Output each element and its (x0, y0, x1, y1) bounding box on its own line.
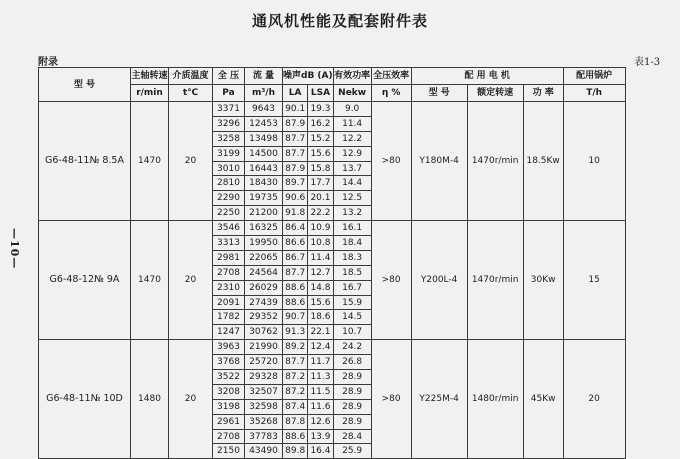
table-row (39, 340, 626, 355)
boiler-cell: 10 (563, 102, 625, 221)
la-cell: 86.4 (283, 221, 308, 236)
motor-power-cell: 18.5Kw (523, 102, 563, 221)
lsa-cell: 20.1 (308, 191, 333, 206)
la-cell: 88.6 (283, 295, 308, 310)
appendix-label: 附录 (38, 57, 58, 68)
pressure-cell: 3258 (213, 131, 245, 146)
power-cell: 9.0 (333, 102, 371, 117)
la-cell: 87.7 (283, 265, 308, 280)
flow-cell: 32507 (245, 384, 283, 399)
pressure-cell: 2250 (213, 206, 245, 221)
la-cell: 91.3 (283, 325, 308, 340)
power-cell: 28.9 (333, 399, 371, 414)
flow-cell: 12453 (245, 116, 283, 131)
lsa-cell: 17.7 (308, 176, 333, 191)
efficiency-cell: >80 (371, 102, 411, 221)
flow-cell: 16443 (245, 161, 283, 176)
motor-speed-cell: 1470r/min (467, 102, 523, 221)
fan-model-cell: G6-48-12№ 9A (39, 221, 131, 340)
pressure-cell: 3198 (213, 399, 245, 414)
la-cell: 87.2 (283, 370, 308, 385)
motor-speed-cell: 1480r/min (467, 340, 523, 459)
lsa-cell: 15.6 (308, 295, 333, 310)
la-cell: 91.8 (283, 206, 308, 221)
header-lsa: LSA (308, 85, 333, 102)
lsa-cell: 11.3 (308, 370, 333, 385)
table-row (39, 221, 626, 236)
lsa-cell: 11.4 (308, 250, 333, 265)
table-body (39, 102, 626, 459)
lsa-cell: 18.6 (308, 310, 333, 325)
lsa-cell: 12.6 (308, 414, 333, 429)
lsa-cell: 14.8 (308, 280, 333, 295)
lsa-cell: 11.7 (308, 355, 333, 370)
page-title: 通风机性能及配套附件表 (251, 12, 428, 30)
header-power-unit: Nekw (333, 85, 371, 102)
flow-cell: 13498 (245, 131, 283, 146)
motor-power-cell: 45Kw (523, 340, 563, 459)
power-cell: 18.5 (333, 265, 371, 280)
pressure-cell: 3546 (213, 221, 245, 236)
power-cell: 25.9 (333, 444, 371, 459)
header-speed-unit: r/min (131, 85, 169, 102)
pressure-cell: 1782 (213, 310, 245, 325)
la-cell: 87.4 (283, 399, 308, 414)
power-cell: 12.5 (333, 191, 371, 206)
flow-cell: 19735 (245, 191, 283, 206)
pressure-cell: 2961 (213, 414, 245, 429)
header-la: LA (283, 85, 308, 102)
header-motor: 配 用 电 机 (411, 68, 563, 85)
pressure-cell: 3199 (213, 146, 245, 161)
la-cell: 89.8 (283, 444, 308, 459)
la-cell: 86.7 (283, 250, 308, 265)
flow-cell: 9643 (245, 102, 283, 117)
power-cell: 12.9 (333, 146, 371, 161)
pressure-cell: 3768 (213, 355, 245, 370)
header-pressure: 全 压 (213, 68, 245, 85)
efficiency-cell: >80 (371, 340, 411, 459)
pressure-cell: 2708 (213, 429, 245, 444)
motor-model-cell: Y200L-4 (411, 221, 467, 340)
la-cell: 87.9 (283, 161, 308, 176)
lsa-cell: 22.1 (308, 325, 333, 340)
power-cell: 11.4 (333, 116, 371, 131)
header-power: 有效功率 (333, 68, 371, 85)
la-cell: 86.6 (283, 236, 308, 251)
lsa-cell: 13.9 (308, 429, 333, 444)
boiler-cell: 20 (563, 340, 625, 459)
la-cell: 89.7 (283, 176, 308, 191)
pressure-cell: 3371 (213, 102, 245, 117)
flow-cell: 21200 (245, 206, 283, 221)
pressure-cell: 3208 (213, 384, 245, 399)
power-cell: 12.2 (333, 131, 371, 146)
header-model: 型 号 (39, 68, 131, 102)
power-cell: 14.5 (333, 310, 371, 325)
power-cell: 13.7 (333, 161, 371, 176)
header-flow: 流 量 (245, 68, 283, 85)
lsa-cell: 22.2 (308, 206, 333, 221)
fan-model-cell: G6-48-11№ 8.5A (39, 102, 131, 221)
lsa-cell: 12.4 (308, 340, 333, 355)
power-cell: 28.9 (333, 414, 371, 429)
power-cell: 28.4 (333, 429, 371, 444)
la-cell: 87.2 (283, 384, 308, 399)
pressure-cell: 2708 (213, 265, 245, 280)
header-temp-unit: t℃ (169, 85, 213, 102)
flow-cell: 27439 (245, 295, 283, 310)
power-cell: 18.3 (333, 250, 371, 265)
pressure-cell: 3010 (213, 161, 245, 176)
header-motor-power: 功 率 (523, 85, 563, 102)
flow-cell: 29328 (245, 370, 283, 385)
lsa-cell: 19.3 (308, 102, 333, 117)
lsa-cell: 12.7 (308, 265, 333, 280)
power-cell: 10.7 (333, 325, 371, 340)
lsa-cell: 15.2 (308, 131, 333, 146)
flow-cell: 37783 (245, 429, 283, 444)
power-cell: 13.2 (333, 206, 371, 221)
la-cell: 87.7 (283, 355, 308, 370)
pressure-cell: 2981 (213, 250, 245, 265)
page-number: —10— (8, 228, 21, 270)
flow-cell: 22065 (245, 250, 283, 265)
pressure-cell: 2150 (213, 444, 245, 459)
lsa-cell: 15.8 (308, 161, 333, 176)
header-speed: 主轴转速 (131, 68, 169, 85)
pressure-cell: 2810 (213, 176, 245, 191)
flow-cell: 16325 (245, 221, 283, 236)
shaft-speed-cell: 1470 (131, 102, 169, 221)
power-cell: 28.9 (333, 384, 371, 399)
la-cell: 90.6 (283, 191, 308, 206)
lsa-cell: 16.2 (308, 116, 333, 131)
lsa-cell: 16.4 (308, 444, 333, 459)
pressure-cell: 3522 (213, 370, 245, 385)
lsa-cell: 15.6 (308, 146, 333, 161)
power-cell: 26.8 (333, 355, 371, 370)
pressure-cell: 1247 (213, 325, 245, 340)
power-cell: 16.1 (333, 221, 371, 236)
la-cell: 87.7 (283, 146, 308, 161)
lsa-cell: 10.8 (308, 236, 333, 251)
fan-model-cell: G6-48-11№ 10D (39, 340, 131, 459)
medium-temp-cell: 20 (169, 102, 213, 221)
boiler-cell: 15 (563, 221, 625, 340)
flow-cell: 32598 (245, 399, 283, 414)
table-number: 表1-3 (634, 57, 661, 68)
la-cell: 90.1 (283, 102, 308, 117)
flow-cell: 26029 (245, 280, 283, 295)
power-cell: 14.4 (333, 176, 371, 191)
pressure-cell: 3296 (213, 116, 245, 131)
la-cell: 88.6 (283, 280, 308, 295)
power-cell: 28.9 (333, 370, 371, 385)
header-temp: 介质温度 (169, 68, 213, 85)
la-cell: 87.9 (283, 116, 308, 131)
flow-cell: 14500 (245, 146, 283, 161)
power-cell: 24.2 (333, 340, 371, 355)
pressure-cell: 2290 (213, 191, 245, 206)
header-boiler: 配用锅炉 (563, 68, 625, 85)
shaft-speed-cell: 1470 (131, 221, 169, 340)
flow-cell: 19950 (245, 236, 283, 251)
la-cell: 88.6 (283, 429, 308, 444)
efficiency-cell: >80 (371, 221, 411, 340)
header-flow-unit: m³/h (245, 85, 283, 102)
la-cell: 89.2 (283, 340, 308, 355)
la-cell: 87.8 (283, 414, 308, 429)
flow-cell: 18430 (245, 176, 283, 191)
pressure-cell: 3963 (213, 340, 245, 355)
pressure-cell: 2091 (213, 295, 245, 310)
header-efficiency-unit: η % (371, 85, 411, 102)
lsa-cell: 11.6 (308, 399, 333, 414)
flow-cell: 24564 (245, 265, 283, 280)
fan-performance-table (38, 67, 626, 459)
header-motor-speed: 额定转速 (467, 85, 523, 102)
flow-cell: 43490 (245, 444, 283, 459)
header-noise: 噪声dB (A) (283, 68, 334, 85)
shaft-speed-cell: 1480 (131, 340, 169, 459)
pressure-cell: 3313 (213, 236, 245, 251)
header-motor-model: 型 号 (411, 85, 467, 102)
flow-cell: 21990 (245, 340, 283, 355)
flow-cell: 35268 (245, 414, 283, 429)
power-cell: 15.9 (333, 295, 371, 310)
motor-model-cell: Y225M-4 (411, 340, 467, 459)
table-row (39, 102, 626, 117)
header-efficiency: 全压效率 (371, 68, 411, 85)
motor-model-cell: Y180M-4 (411, 102, 467, 221)
la-cell: 90.7 (283, 310, 308, 325)
motor-speed-cell: 1470r/min (467, 221, 523, 340)
flow-cell: 25720 (245, 355, 283, 370)
pressure-cell: 2310 (213, 280, 245, 295)
lsa-cell: 11.5 (308, 384, 333, 399)
header-boiler-unit: T/h (563, 85, 625, 102)
medium-temp-cell: 20 (169, 340, 213, 459)
power-cell: 16.7 (333, 280, 371, 295)
flow-cell: 29352 (245, 310, 283, 325)
header-pressure-unit: Pa (213, 85, 245, 102)
lsa-cell: 10.9 (308, 221, 333, 236)
la-cell: 87.7 (283, 131, 308, 146)
medium-temp-cell: 20 (169, 221, 213, 340)
power-cell: 18.4 (333, 236, 371, 251)
flow-cell: 30762 (245, 325, 283, 340)
motor-power-cell: 30Kw (523, 221, 563, 340)
